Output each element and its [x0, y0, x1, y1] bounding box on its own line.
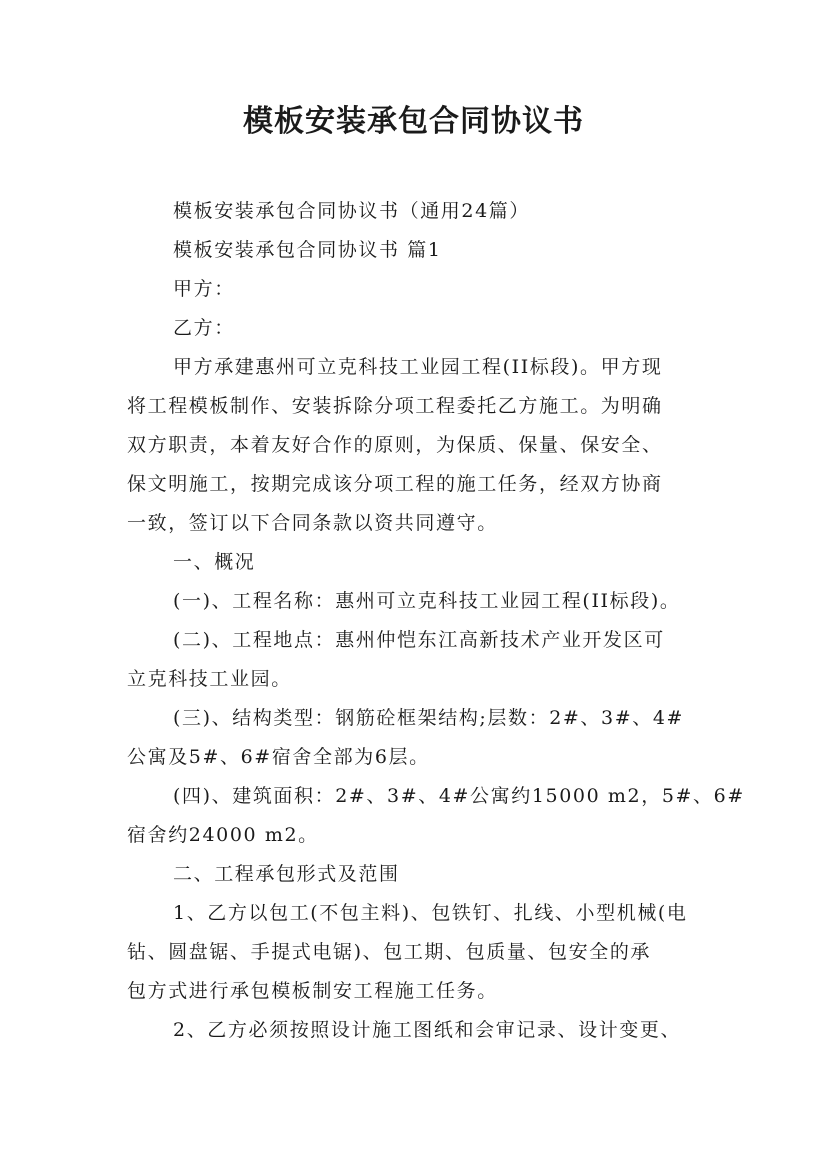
- clause-line: 公寓及5#、6#宿舍全部为6层。: [127, 746, 430, 768]
- clause-line: 2、乙方必须按照设计施工图纸和会审记录、设计变更、: [173, 1019, 682, 1041]
- paragraph-line: 一致，签订以下合同条款以资共同遵守。: [127, 512, 498, 534]
- paragraph-line: 保文明施工，按期完成该分项工程的施工任务，经双方协商: [127, 473, 663, 495]
- section-heading: 模板安装承包合同协议书 篇1: [173, 239, 442, 261]
- subtitle-line: 模板安装承包合同协议书（通用24篇）: [173, 200, 530, 222]
- clause-line: (一)、工程名称：惠州可立克科技工业园工程(II标段)。: [173, 590, 681, 612]
- clause-line: 立克科技工业园。: [127, 668, 292, 690]
- clause-line: 包方式进行承包模板制安工程施工任务。: [127, 980, 498, 1002]
- clause-line: (四)、建筑面积：2#、3#、4#公寓约15000 m2，5#、6#: [173, 785, 745, 807]
- clause-line: (二)、工程地点：惠州仲恺东江高新技术产业开发区可: [173, 629, 665, 651]
- clause-heading: 二、工程承包形式及范围: [173, 863, 400, 885]
- paragraph-line: 将工程模板制作、安装拆除分项工程委托乙方施工。为明确: [127, 395, 663, 417]
- document-title: 模板安装承包合同协议书: [243, 104, 584, 139]
- clause-line: 1、乙方以包工(不包主料)、包铁钉、扎线、小型机械(电: [173, 902, 688, 924]
- clause-line: 钻、圆盘锯、手提式电锯)、包工期、包质量、包安全的承: [127, 941, 652, 963]
- clause-line: 宿舍约24000 m2。: [127, 824, 319, 846]
- paragraph-line: 双方职责，本着友好合作的原则，为保质、保量、保安全、: [127, 434, 663, 456]
- party-b-line: 乙方：: [173, 317, 235, 339]
- party-a-line: 甲方：: [173, 278, 235, 300]
- paragraph-line: 甲方承建惠州可立克科技工业园工程(II标段)。甲方现: [173, 356, 663, 378]
- clause-line: (三)、结构类型：钢筋砼框架结构;层数：2#、3#、4#: [173, 707, 685, 729]
- clause-heading: 一、概况: [173, 551, 256, 573]
